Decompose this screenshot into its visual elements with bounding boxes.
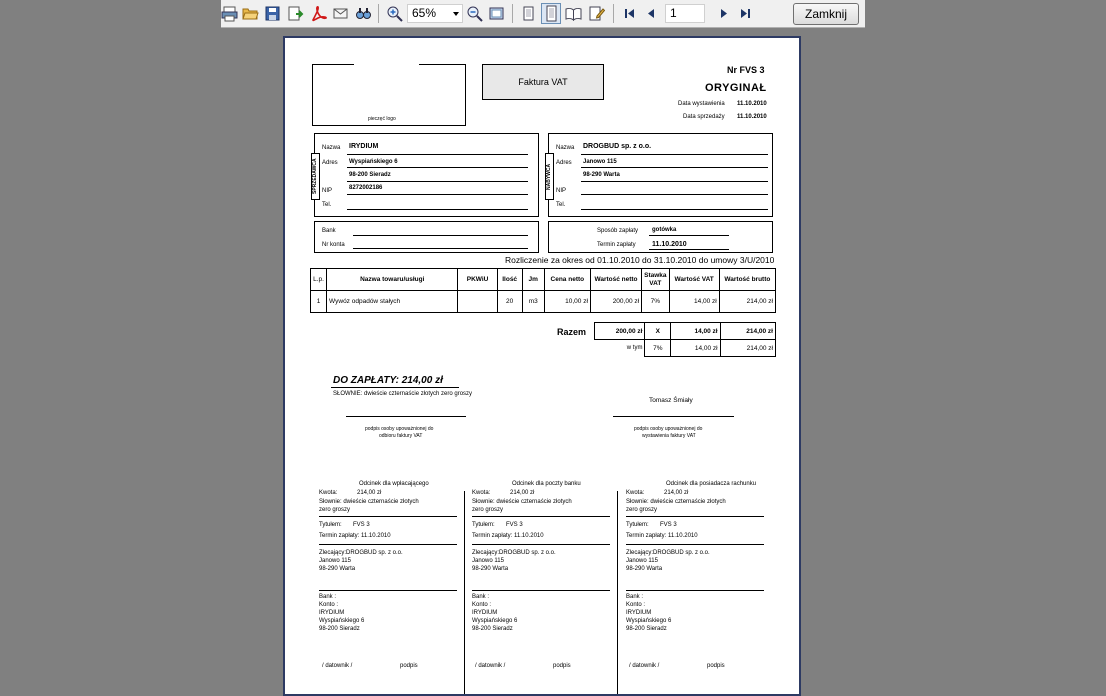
slip-account: Konto : (472, 602, 492, 608)
payment-due: 11.10.2010 (652, 241, 687, 248)
slip-amount: 214,00 zł (510, 490, 535, 496)
items-header-row (311, 269, 776, 291)
slip-words-2: zero groszy (472, 507, 504, 513)
chevron-down-icon (453, 12, 459, 16)
issuer-name: Tomasz Śmiały (649, 397, 693, 404)
signature-issuer-label-2: wystawienia faktury VAT (642, 433, 696, 439)
cell-unit: m3 (522, 291, 544, 313)
slip-stamp: / datownik / (629, 663, 660, 669)
col-net-value: Wartość netto (590, 269, 641, 291)
slip-amount-label: Kwota: (472, 490, 491, 496)
edit-icon[interactable] (588, 5, 605, 22)
col-vat-rate: Stawka VAT (642, 269, 670, 291)
invoice-number: Nr FVS 3 (727, 65, 765, 75)
account-label: Nr konta (322, 242, 345, 248)
col-unit-price: Cena netto (544, 269, 590, 291)
slip-payer-3: 98-290 Warta (472, 566, 509, 572)
signature-receiver-label-1: podpis osoby upoważnionej do (365, 426, 434, 432)
seller-name: IRYDIUM (349, 143, 379, 150)
last-page-icon[interactable] (737, 5, 754, 22)
logo-placeholder: pieczęć logo (368, 116, 396, 122)
sale-date-label: Data sprzedaży (683, 114, 725, 120)
slip-account: Konto : (319, 602, 339, 608)
buyer-name-label: Nazwa (556, 145, 575, 151)
report-viewer-toolbar (221, 0, 865, 28)
buyer-nip-label: NIP (556, 188, 567, 194)
slip-recipient-3: 98-200 Sieradz (626, 626, 667, 632)
slip-words-1: Słownie: dwieście czternaście złotych (472, 499, 572, 505)
col-gross-value: Wartość brutto (719, 269, 775, 291)
export-icon[interactable] (287, 5, 304, 22)
payment-method: gotówka (652, 227, 677, 233)
cell-vat-value: 14,00 zł (669, 291, 719, 313)
slip-title: Odcinek dla posiadacza rachunku (666, 481, 757, 487)
slip-recipient-1: IRYDIUM (626, 610, 652, 616)
slip-bank: Bank : (319, 594, 337, 600)
incl-label: w tym (595, 340, 645, 357)
previous-page-icon[interactable] (643, 5, 660, 22)
first-page-icon[interactable] (621, 5, 638, 22)
find-icon[interactable] (355, 5, 372, 22)
page-number-input[interactable] (665, 4, 705, 23)
cell-pkwiu (458, 291, 497, 313)
slip-payer-3: 98-290 Warta (319, 566, 356, 572)
signature-issuer-label-1: podpis osoby upoważnionej do (634, 426, 703, 432)
sale-date: 11.10.2010 (737, 114, 767, 120)
col-vat-value: Wartość VAT (669, 269, 719, 291)
slip-payer-2: Janowo 115 (626, 558, 658, 564)
slip-words-1: Słownie: dwieście czternaście złotych (626, 499, 726, 505)
total-net: 200,00 zł (595, 323, 645, 340)
issue-date-label: Data wystawienia (678, 101, 725, 107)
slip-due: Termin zapłaty: 11.10.2010 (626, 533, 698, 539)
slip-amount-label: Kwota: (319, 490, 338, 496)
col-name: Nazwa towaru/usługi (327, 269, 458, 291)
bank-label: Bank (322, 228, 336, 234)
slip-payer-1: Zlecający:DROGBUD sp. z o.o. (472, 550, 556, 556)
slip-sign: podpis (400, 663, 418, 669)
slip-payer-3: 98-290 Warta (626, 566, 663, 572)
signature-receiver-label-2: odbioru faktury VAT (379, 433, 423, 439)
logo-box (312, 64, 466, 126)
buyer-address-2: 98-290 Warta (583, 172, 620, 178)
slip-payer-2: Janowo 115 (472, 558, 504, 564)
slip-payer-2: Janowo 115 (319, 558, 351, 564)
cell-gross-value: 214,00 zł (719, 291, 775, 313)
buyer-tab: NABYWCA (545, 153, 554, 200)
next-page-icon[interactable] (715, 5, 732, 22)
slip-stamp: / datownik / (475, 663, 506, 669)
slip-amount-label: Kwota: (626, 490, 645, 496)
buyer-address-1: Janowo 115 (583, 159, 617, 165)
cell-net-value: 200,00 zł (590, 291, 641, 313)
slip-recipient-2: Wyspiańskiego 6 (472, 618, 518, 624)
seller-address-label: Adres (322, 160, 338, 166)
pdf-export-icon[interactable] (310, 5, 327, 22)
cell-name: Wywóz odpadów stałych (327, 291, 458, 313)
slip-recipient-2: Wyspiańskiego 6 (319, 618, 365, 624)
payment-slip-bank (472, 480, 612, 696)
amount-to-pay: DO ZAPŁATY: 214,00 zł (333, 375, 443, 386)
slip-sign: podpis (707, 663, 725, 669)
single-page-icon[interactable] (520, 5, 537, 22)
continuous-view-icon[interactable] (541, 3, 561, 24)
payment-due-label: Termin zapłaty (597, 242, 636, 248)
settlement-note: Rozliczenie za okres od 01.10.2010 do 31.10.2010 do umowy 3/U/2010 (505, 255, 775, 265)
incl-gross: 214,00 zł (720, 340, 775, 357)
slip-title: Odcinek dla wpłacającego (359, 481, 429, 487)
slip-recipient-3: 98-200 Sieradz (472, 626, 513, 632)
cell-vat-rate: 7% (642, 291, 670, 313)
seller-box (314, 133, 539, 217)
slip-due: Termin zapłaty: 11.10.2010 (472, 533, 544, 539)
slip-recipient-3: 98-200 Sieradz (319, 626, 360, 632)
total-rate: X (645, 323, 671, 340)
payment-slip-payer (319, 480, 459, 696)
col-unit: Jm (522, 269, 544, 291)
incl-rate: 7% (645, 340, 671, 357)
slip-words-2: zero groszy (319, 507, 351, 513)
slip-sign: podpis (553, 663, 571, 669)
invoice-title: Faktura VAT (482, 64, 604, 100)
invoice-page (283, 36, 801, 696)
totals-incl-row (595, 340, 776, 357)
totals-label: Razem (557, 327, 587, 337)
slip-title-value: FVS 3 (353, 522, 370, 528)
slip-words-1: Słownie: dwieście czternaście złotych (319, 499, 419, 505)
slip-title-label: Tytułem: (472, 522, 495, 528)
cell-qty: 20 (497, 291, 522, 313)
totals-row (595, 323, 776, 340)
cell-lp: 1 (311, 291, 327, 313)
payment-slip-holder (626, 480, 766, 696)
col-qty: Ilość (497, 269, 522, 291)
slip-amount: 214,00 zł (357, 490, 382, 496)
buyer-tel-label: Tel. (556, 202, 566, 208)
fit-page-icon[interactable] (488, 5, 505, 22)
invoice-copy-type: ORYGINAŁ (705, 82, 767, 94)
issue-date: 11.10.2010 (737, 101, 767, 107)
zoom-value: 65% (412, 6, 437, 20)
slip-payer-1: Zlecający:DROGBUD sp. z o.o. (626, 550, 710, 556)
slip-amount: 214,00 zł (664, 490, 689, 496)
open-folder-icon[interactable] (242, 5, 259, 22)
slip-payer-1: Zlecający:DROGBUD sp. z o.o. (319, 550, 403, 556)
buyer-name: DROGBUD sp. z o.o. (583, 143, 652, 150)
buyer-box (548, 133, 773, 217)
seller-address-2: 98-200 Sieradz (349, 172, 391, 178)
slip-due: Termin zapłaty: 11.10.2010 (319, 533, 391, 539)
slip-title-value: FVS 3 (660, 522, 677, 528)
print-icon[interactable] (221, 5, 238, 22)
page-number-value: 1 (670, 6, 677, 20)
save-icon[interactable] (264, 5, 281, 22)
slip-title-label: Tytułem: (319, 522, 342, 528)
close-button[interactable]: Zamknij (793, 3, 859, 25)
slip-recipient-1: IRYDIUM (319, 610, 345, 616)
totals-table (594, 322, 776, 357)
total-vat: 14,00 zł (671, 323, 720, 340)
payment-box (548, 221, 773, 253)
seller-bank-box (314, 221, 539, 253)
items-table (310, 268, 776, 313)
slip-title-label: Tytułem: (626, 522, 649, 528)
zoom-in-icon[interactable] (386, 5, 403, 22)
seller-nip: 8272002186 (349, 185, 383, 191)
amount-in-words: SŁOWNIE: dwieście czternaście złotych zero groszy (333, 391, 473, 397)
total-gross: 214,00 zł (720, 323, 775, 340)
seller-tab: SPRZEDAWCA (311, 153, 320, 200)
slip-recipient-2: Wyspiańskiego 6 (626, 618, 672, 624)
zoom-out-icon[interactable] (466, 5, 483, 22)
col-lp: L.p. (311, 269, 327, 291)
seller-tel-label: Tel. (322, 202, 332, 208)
slip-title: Odcinek dla poczty banku (512, 481, 581, 487)
slip-title-value: FVS 3 (506, 522, 523, 528)
slip-account: Konto : (626, 602, 646, 608)
slip-bank: Bank : (626, 594, 644, 600)
seller-nip-label: NIP (322, 188, 333, 194)
buyer-address-label: Adres (556, 160, 572, 166)
incl-vat: 14,00 zł (671, 340, 720, 357)
cell-unit-price: 10,00 zł (544, 291, 590, 313)
zoom-select[interactable] (407, 4, 463, 23)
payment-method-label: Sposób zapłaty (597, 228, 639, 234)
slip-bank: Bank : (472, 594, 490, 600)
seller-name-label: Nazwa (322, 145, 341, 151)
slip-stamp: / datownik / (322, 663, 353, 669)
book-view-icon[interactable] (565, 5, 582, 22)
seller-address-1: Wyspiańskiego 6 (349, 159, 398, 165)
col-pkwiu: PKWiU (458, 269, 497, 291)
slip-recipient-1: IRYDIUM (472, 610, 498, 616)
slip-words-2: zero groszy (626, 507, 658, 513)
email-icon[interactable] (332, 5, 349, 22)
table-row (311, 291, 776, 313)
